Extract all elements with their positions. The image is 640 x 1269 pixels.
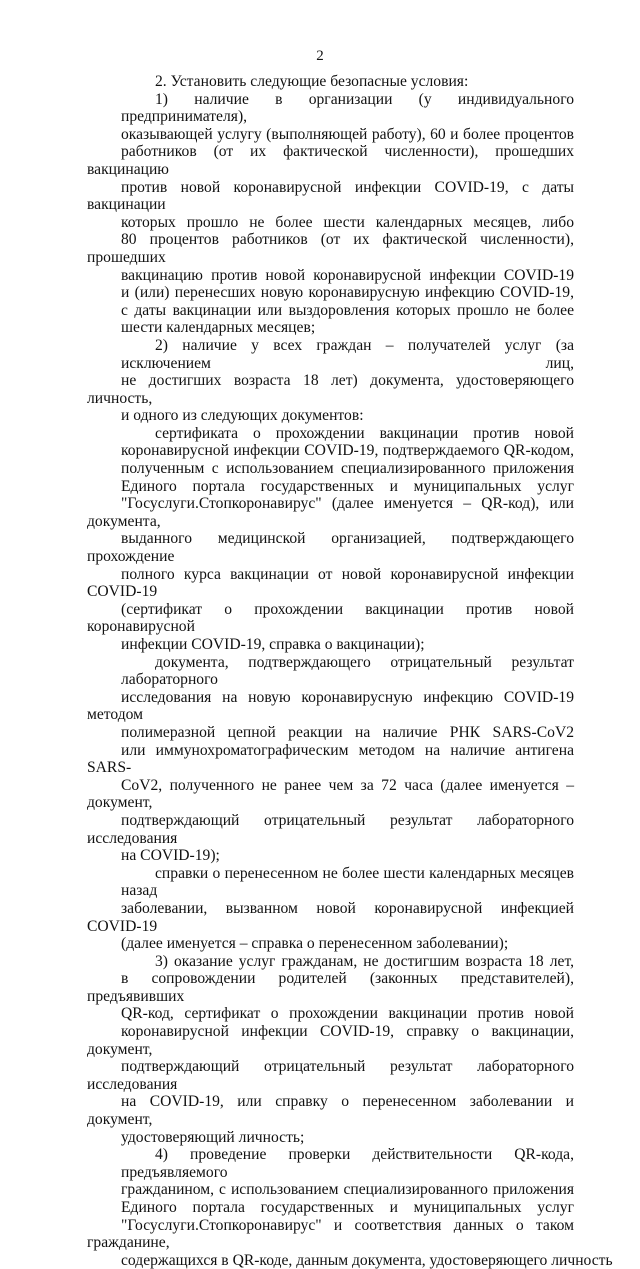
paragraph-item-4 [87,1146,613,1269]
text-line: Единого портала государственных и муниципальных услуг [121,1199,574,1216]
text-line: которых прошло не более шести календарных месяцев, либо [121,213,574,231]
text-line: вакцинацию против новой коронавирусной инфекции COVID-19 [121,266,574,284]
text-line: 2) наличие у всех граждан – получателей услуг (за исключением лиц, [121,336,574,372]
paragraph-test [87,654,574,865]
text-line: справки о перенесенном не более шести календарных месяцев назад [121,864,574,900]
text-line: и одного из следующих документов: [121,407,364,425]
text-line: (далее именуется – справка о перенесенном заболевании); [121,935,509,953]
text-line: 4) проведение проверки действительности QR-кода, предъявляемого [121,1146,574,1181]
text-line: гражданином, с использованием специализированного приложения [121,1181,574,1199]
text-line: подтверждающий отрицательный результат лабораторного исследования [87,1058,574,1093]
text-line: 1) наличие в организации (у индивидуального предпринимателя), [121,90,574,126]
text-line: содержащихся в QR-коде, данным документа, удостоверяющего личность [121,1251,613,1269]
document-body [87,73,613,1269]
text-line: и (или) перенесших новую коронавирусную инфекцию COVID-19, [121,284,574,302]
text-line: Единого портала государственных и муниципальных услуг [121,477,574,495]
paragraph-recovered [87,865,574,953]
text-line: шести календарных месяцев; [121,319,316,337]
text-line: документа, подтверждающего отрицательный результат лабораторного [121,653,574,689]
text-line: оказывающей услугу (выполняющей работу), 60 и более процентов [121,125,574,143]
text-line: коронавирусной инфекции COVID-19, справку о вакцинации, документ, [87,1023,574,1058]
text-line: 3) оказание услуг гражданам, не достигшим возраста 18 лет, [155,952,574,970]
text-line: (сертификат о прохождении вакцинации против новой коронавирусной [87,600,574,636]
text-line: 2. Установить следующие безопасные условия: [155,73,469,90]
text-line: заболевании, вызванном новой коронавирусной инфекцией COVID-19 [87,899,574,935]
text-line: инфекции COVID-19, справка о вакцинации); [121,636,425,653]
text-line: полимеразной цепной реакции на наличие РНК SARS-CoV2 [121,723,574,741]
text-line: работников (от их фактической численности), прошедших вакцинацию [87,143,574,178]
text-line: с даты вакцинации или выздоровления которых прошло не более [121,301,574,319]
text-line: "Госуслуги.Стопкоронавирус" и соответствия данных о таком гражданине, [87,1216,574,1252]
paragraph-item-2 [87,337,574,425]
paragraph-certificate [87,425,574,654]
text-line: 80 процентов работников (от их фактической численности), прошедших [87,231,574,266]
text-line: выданного медицинской организацией, подтверждающего прохождение [87,530,574,566]
paragraph-intro [87,73,574,91]
text-line: удостоверяющий личность; [121,1128,305,1146]
text-line: на COVID-19); [121,847,220,865]
text-line: полученным с использованием специализированного приложения [121,460,574,478]
text-line: или иммунохроматографическим методом на наличие антигена SARS- [87,741,574,777]
text-line: в сопровождении родителей (законных представителей), предъявивших [87,970,574,1005]
text-line: против новой коронавирусной инфекции COVID-19, с даты вакцинации [87,178,574,214]
text-line: QR-код, сертификат о прохождении вакцинации против новой [121,1005,574,1023]
text-line: на COVID-19, или справку о перенесенном заболевании и документ, [87,1093,574,1129]
text-line: исследования на новую коронавирусную инфекцию COVID-19 методом [87,688,574,724]
text-line: полного курса вакцинации от новой коронавирусной инфекции COVID-19 [87,565,574,601]
text-line: не достигших возраста 18 лет) документа, удостоверяющего личность, [87,372,574,407]
text-line: подтверждающий отрицательный результат лабораторного исследования [87,811,574,847]
text-line: "Госуслуги.Стопкоронавирус" (далее именуется – QR-код), или документа, [87,495,574,530]
paragraph-item-3 [87,953,574,1147]
text-line: сертификата о прохождении вакцинации против новой [155,424,574,442]
text-line: коронавирусной инфекции COVID-19, подтверждаемого QR-кодом, [121,442,574,460]
page-number: 2 [316,48,324,64]
text-line: CoV2, полученного не ранее чем за 72 часа (далее именуется – документ, [87,776,574,812]
paragraph-item-1 [87,91,574,337]
